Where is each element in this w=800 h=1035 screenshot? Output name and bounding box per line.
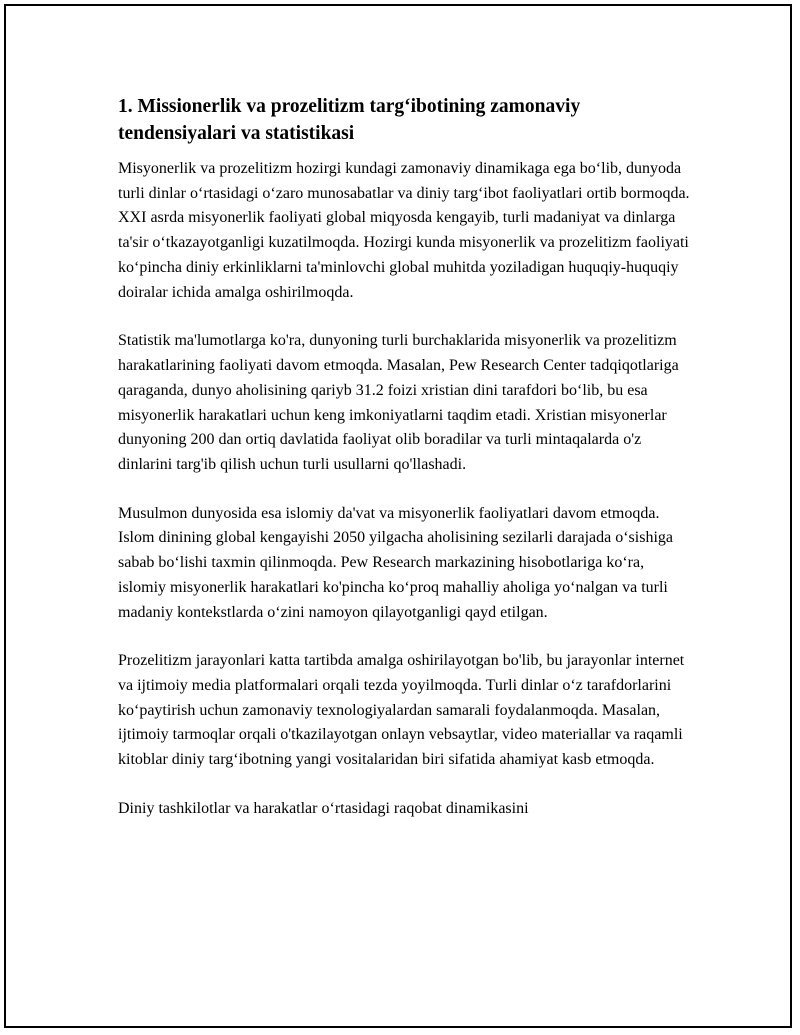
paragraph-3: Musulmon dunyosida esa islomiy da'vat va misyonerlik faoliyatlari davom etmoqda. Islom dinining global kengayishi 2050 yilgacha aholisining sezilarli darajada o‘sishiga sabab bo‘lishi taxmin qilinmoqda. Pew Research markazining hisobotlariga ko‘ra, islomiy misyonerlik harakatlari ko'pincha ko‘proq mahalliy aholiga yo‘nalgan va turli madaniy kontekstlarda o‘zini namoyon qilayotganligi qayd etilgan. (118, 504, 673, 621)
document-body (118, 94, 693, 846)
paragraph-5: Diniy tashkilotlar va harakatlar o‘rtasidagi raqobat dinamikasini (118, 799, 529, 817)
paragraph-1: Misyonerlik va prozelitizm hozirgi kundagi zamonaviy dinamikaga ega bo‘lib, dunyoda turli dinlar o‘rtasidagi o‘zaro munosabatlar va diniy targ‘ibot faoliyatlari ortib bormoqda. XXI asrda misyonerlik faoliyati global miqyosda kengayib, turli madaniyat va dinlarga ta'sir o‘tkazayotganligi kuzatilmoqda. Hozirgi kunda misyonerlik va prozelitizm faoliyati ko‘pincha diniy erkinliklarni ta'minlovchi global muhitda yoziladigan huquqiy-huquqiy doiralar ichida amalga oshirilmoqda. (118, 160, 690, 301)
section-heading: 1. Missionerlik va prozelitizm targ‘ibotining zamonaviy tendensiyalari va statistikasi (118, 96, 581, 144)
paragraph-4: Prozelitizm jarayonlari katta tartibda amalga oshirilayotgan bo'lib, bu jarayonlar internet va ijtimoiy media platformalari orqali tezda yoyilmoqda. Turli dinlar o‘z tarafdorlarini ko‘paytirish uchun zamonaviy texnologiyalardan samarali foydalanmoqda. Masalan, ijtimoiy tarmoqlar orqali o'tkazilayotgan onlayn vebsaytlar, video materiallar va raqamli kitoblar diniy targ‘ibotning yangi vositalaridan biri sifatida ahamiyat kasb etmoqda. (118, 652, 685, 769)
paragraph-2: Statistik ma'lumotlarga ko'ra, dunyoning turli burchaklarida misyonerlik va prozelitizm harakatlarining faoliyati davom etmoqda. Masalan, Pew Research Center tadqiqotlariga qaraganda, dunyo aholisining qariyb 31.2 foizi xristian dini tarafdori bo‘lib, bu esa misyonerlik harakatlari uchun keng imkoniyatlarni taqdim etadi. Xristian misyonerlar dunyoning 200 dan ortiq davlatida faoliyat olib boradilar va turli mintaqalarda o'z dinlarini targ'ib qilish uchun turli usullarni qo'llashadi. (118, 332, 679, 473)
